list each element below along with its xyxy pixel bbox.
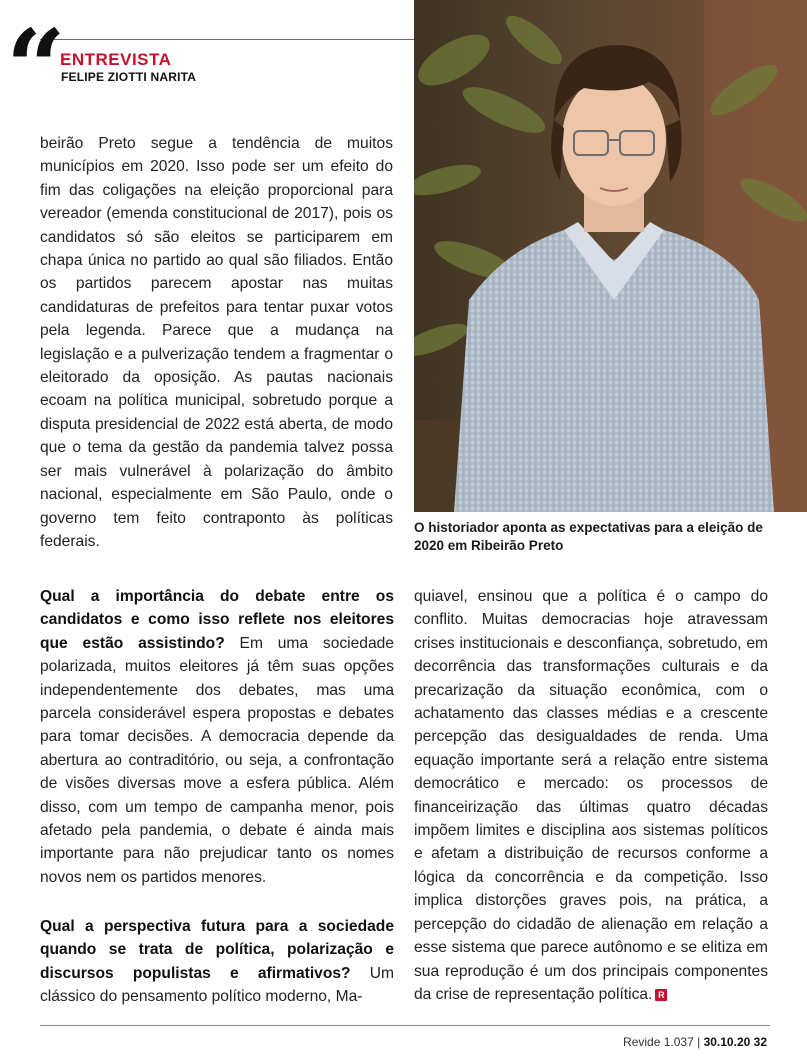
intro-paragraph: beirão Preto segue a tendência de muitos municípios em 2020. Isso pode ser um efeito do fim das coligações na eleição proporcional para vereador (emenda constitucional de 2017), pois os candidatos só são eleitos se participarem em chapa única no partido ao qual são filiados. Então os partidos parecem apostar nas muitas candidaturas de prefeitos para tentar puxar votos pela legenda. Parece que a mudança na legislação e a pulverização tendem a fragmentar o eleitorado da oposição. As pautas nacionais ecoam na política municipal, sobretudo porque a disputa presidencial de 2022 está aberta, de modo que o tema da gestão da pandemia talvez possa ser mais vulnerável à polarização do âmbito nacional, especialmente em São Paulo, onde o governo tem feito contraponto às políticas federais. <box>40 135 393 550</box>
answer-1: Em uma sociedade polarizada, muitos eleitores já têm suas opções independentemente dos debates, mas uma parcela considerável espera propostas e debates para tomar decisões. A democracia depende da abertura ao contraditório, ou seja, a confrontação de visões diversas move a esfera pública. Além disso, com um tempo de campanha menor, pois afetado pela pandemia, o debate é ainda mais importante para não prejudicar tanto os nomes novos nem os partidos menores. <box>40 634 394 886</box>
intro-column <box>40 132 393 553</box>
end-mark-icon: R <box>655 989 667 1001</box>
footer-rule <box>40 1025 770 1026</box>
portrait-photo <box>414 0 807 512</box>
question-1: Qual a importância do debate entre os candidatos e como isso reflete nos eleitores que estão assistindo? <box>40 588 394 652</box>
footer-publication: Revide 1.037 <box>623 1035 694 1049</box>
page-footer <box>623 1035 767 1049</box>
qa-block-2 <box>40 915 394 1009</box>
qa-paragraph-2 <box>40 915 394 1009</box>
footer-separator: | <box>697 1035 701 1049</box>
page-number: 32 <box>753 1035 767 1049</box>
answer-2-column <box>414 585 768 1006</box>
footer-date: 30.10.20 <box>703 1035 751 1049</box>
qa-block-1 <box>40 585 394 889</box>
qa-paragraph-1 <box>40 585 394 889</box>
section-label: ENTREVISTA <box>60 50 172 69</box>
quote-mark-icon: “ <box>6 6 60 129</box>
answer-2-continued: quiavel, ensinou que a política é o campo do conflito. Muitas democracias hoje atravessam crises institucionais e desconfiança, sobretudo, em decorrência das transformações culturais e da precarização da situação econômica, com o achatamento das classes médias e a crescente percepção das desigualdades de renda. Uma equação importante será a relação entre sistema democrático e mercado: os processos de financeirização das últimas quatro décadas impõem limites e disciplina aos sistemas políticos e afetam a distribuição de recursos conforme a lógica da concorrência e da competição. Isso implica distorções graves pois, na prática, a percepção do cidadão de alienação em relação a esse sistema que parece autônomo e se elitiza em sua reprodução é um dos principais componentes da crise de representação política. <box>414 588 768 1003</box>
question-2: Qual a perspectiva futura para a sociedade quando se trata de política, polarização e discursos populistas e afirmativos? <box>40 918 394 982</box>
header-rule <box>40 39 414 40</box>
answer-2-start: Um clássico do pensamento político moderno, Ma- <box>40 964 394 1006</box>
photo-caption: O historiador aponta as expectativas para a eleição de 2020 em Ribeirão Preto <box>414 520 763 553</box>
answer-2-continued-paragraph <box>414 585 768 1006</box>
author-name: FELIPE ZIOTTI NARITA <box>61 70 197 84</box>
portrait-illustration <box>414 0 807 512</box>
